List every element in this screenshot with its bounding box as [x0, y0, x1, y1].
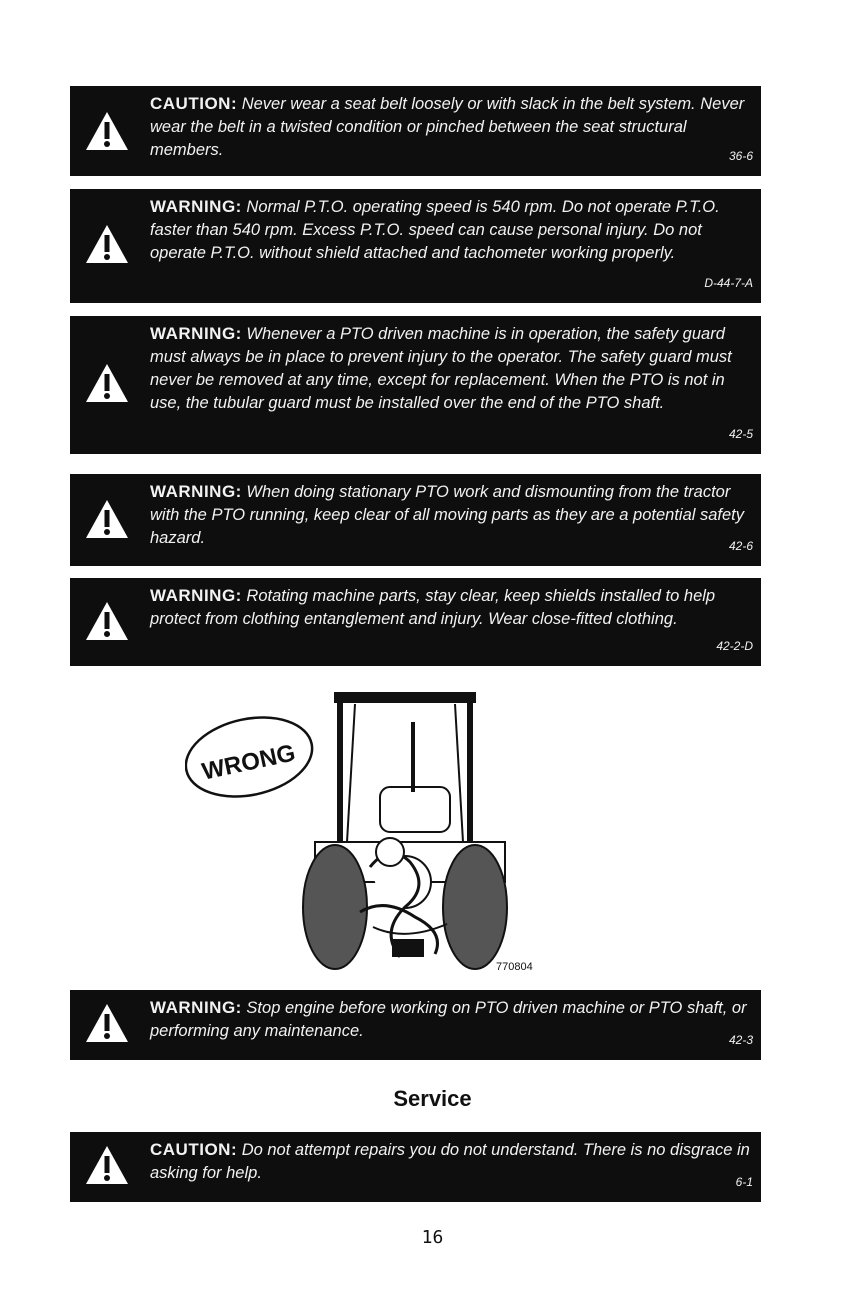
- notice-code: 42-2-D: [716, 639, 753, 653]
- notice-text: When doing stationary PTO work and dismounting from the tractor with the PTO running, keep clear of all moving parts as they are a potential safety hazard.: [150, 483, 745, 547]
- warning-triangle-icon: [84, 600, 130, 646]
- pto-entanglement-illustration: [185, 692, 565, 984]
- notice-code: D-44-7-A: [704, 276, 753, 290]
- wrong-badge-text: WRONG: [199, 739, 298, 786]
- notice-code: 36-6: [728, 149, 753, 163]
- notice-text: Never wear a seat belt loosely or with slack in the belt system. Never wear the belt in a twisted condition or pinched between the seat structural members.: [150, 95, 745, 159]
- notice-label: CAUTION:: [150, 1140, 238, 1159]
- tractor-drawing: [303, 692, 507, 969]
- warning-triangle-icon: [84, 1144, 130, 1190]
- notice-text: Rotating machine parts, stay clear, keep shields installed to help protect from clothing entanglement and injury. Wear close-fitted clothing.: [150, 587, 716, 628]
- notice-code: 42-3: [728, 1033, 753, 1047]
- notice-label: WARNING:: [150, 324, 242, 343]
- notice-label: WARNING:: [150, 998, 242, 1017]
- warning-triangle-icon: [84, 362, 130, 408]
- caution-notice-repairs: [70, 1132, 761, 1202]
- warning-notice-stop-engine: [70, 990, 761, 1060]
- page-number: 16: [421, 1227, 444, 1248]
- warning-notice-rotating-parts: [70, 578, 761, 666]
- warning-notice-stationary-pto: [70, 474, 761, 566]
- notice-code: 42-6: [728, 539, 753, 553]
- notice-text: Stop engine before working on PTO driven machine or PTO shaft, or performing any maintenance.: [150, 999, 747, 1040]
- notice-text: Whenever a PTO driven machine is in operation, the safety guard must always be in place to prevent injury to the operator. The safety guard must never be removed at any time, except for replacement. When the PTO is not in use, the tubular guard must be installed over the end of the PTO shaft.: [150, 325, 732, 412]
- notice-label: WARNING:: [150, 197, 242, 216]
- warning-triangle-icon: [84, 110, 130, 156]
- notice-label: WARNING:: [150, 586, 242, 605]
- warning-triangle-icon: [84, 1002, 130, 1048]
- section-heading: Service: [393, 1086, 472, 1111]
- notice-code: 6-1: [735, 1175, 753, 1189]
- notice-label: WARNING:: [150, 482, 242, 501]
- warning-notice-pto-speed: [70, 189, 761, 303]
- notice-code: 42-5: [728, 427, 753, 441]
- warning-notice-safety-guard: [70, 316, 761, 454]
- notice-text: Do not attempt repairs you do not understand. There is no disgrace in asking for help.: [150, 1141, 750, 1182]
- caution-notice-seat-belt: [70, 86, 761, 176]
- wrong-badge: [185, 707, 320, 808]
- warning-triangle-icon: [84, 223, 130, 269]
- notice-label: CAUTION:: [150, 94, 238, 113]
- notice-text: Normal P.T.O. operating speed is 540 rpm. Do not operate P.T.O. faster than 540 rpm. Excess P.T.O. speed can cause personal injury. Do not operate P.T.O. without shield attached and tachometer working properly.: [150, 198, 720, 262]
- warning-triangle-icon: [84, 498, 130, 544]
- figure-code: 770804: [496, 961, 533, 973]
